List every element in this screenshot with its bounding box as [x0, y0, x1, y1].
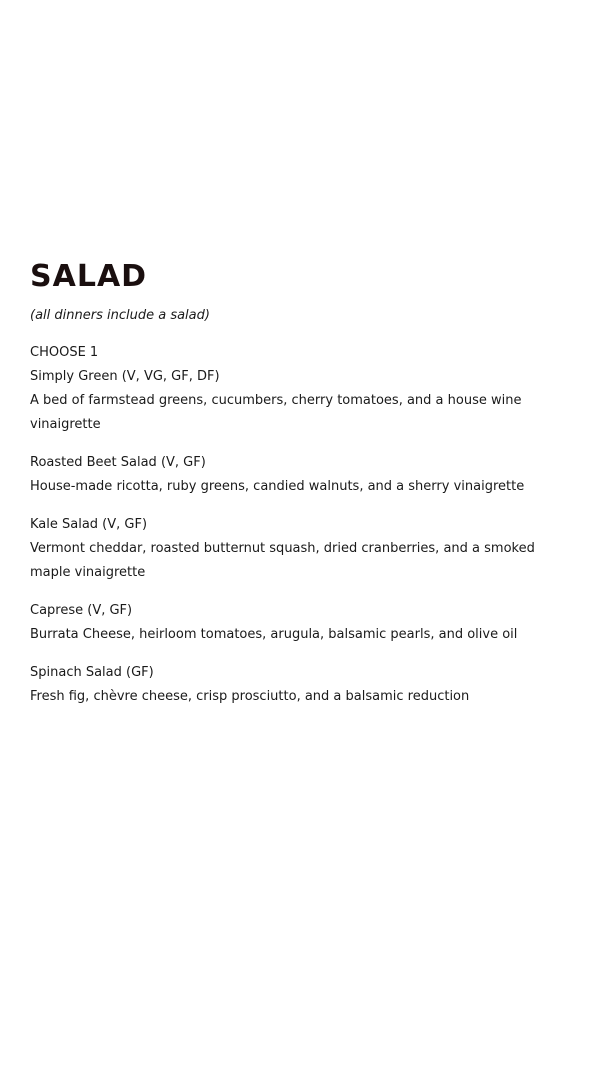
menu-item-roasted-beet-salad — [30, 451, 575, 499]
menu-item-kale-salad — [30, 513, 575, 585]
salad-menu-section — [30, 256, 575, 709]
menu-item-caprese — [30, 599, 575, 647]
item-name: Simply Green (V, VG, GF, DF) — [30, 369, 220, 384]
choose-label: CHOOSE 1 — [30, 345, 99, 360]
item-description: Vermont cheddar, roasted butternut squash, dried cranberries, and a smoked maple vinaigrette — [30, 541, 535, 580]
item-description: A bed of farmstead greens, cucumbers, cherry tomatoes, and a house wine vinaigrette — [30, 393, 522, 432]
section-title: SALAD — [30, 259, 148, 294]
item-name: Roasted Beet Salad (V, GF) — [30, 455, 206, 470]
section-note: (all dinners include a salad) — [30, 308, 210, 323]
item-description: Fresh fig, chèvre cheese, crisp prosciutto, and a balsamic reduction — [30, 689, 470, 704]
menu-item-spinach-salad — [30, 661, 575, 709]
item-name: Kale Salad (V, GF) — [30, 517, 148, 532]
item-description: House-made ricotta, ruby greens, candied walnuts, and a sherry vinaigrette — [30, 479, 525, 494]
menu-item-simply-green — [30, 365, 575, 437]
item-description: Burrata Cheese, heirloom tomatoes, arugula, balsamic pearls, and olive oil — [30, 627, 518, 642]
item-name: Spinach Salad (GF) — [30, 665, 154, 680]
item-name: Caprese (V, GF) — [30, 603, 133, 618]
